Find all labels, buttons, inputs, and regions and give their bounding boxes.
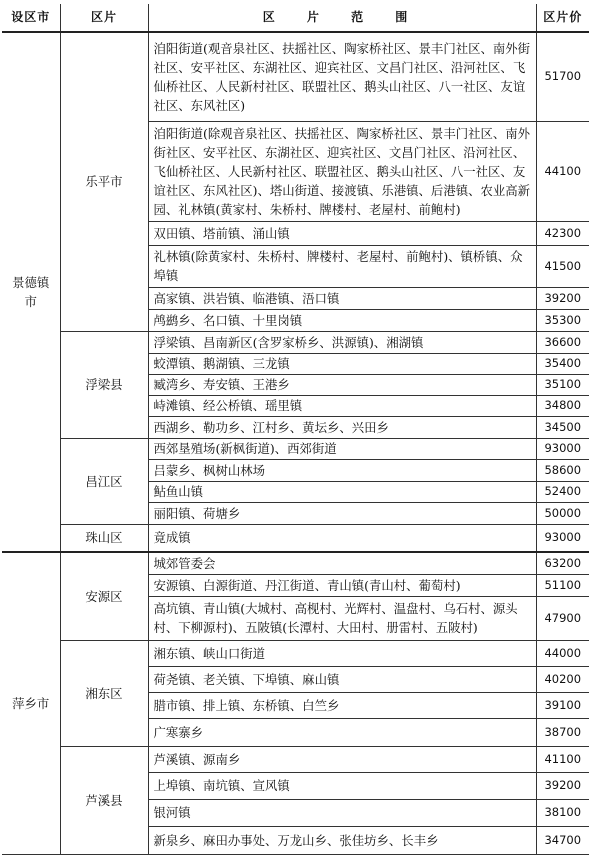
land-price-table: [2, 4, 589, 855]
price-cell: 63200: [536, 552, 589, 574]
price-cell: 51700: [536, 32, 589, 121]
scope-cell: 芦溪镇、源南乡: [148, 746, 536, 772]
scope-cell: 城郊管委会: [148, 552, 536, 574]
scope-cell: 荷尧镇、老关镇、下埠镇、麻山镇: [148, 666, 536, 692]
district-cell: 芦溪县: [60, 746, 148, 854]
header-price: 区片价: [536, 4, 589, 32]
price-cell: 34700: [536, 826, 589, 854]
district-cell: 昌江区: [60, 438, 148, 524]
price-cell: 47900: [536, 596, 589, 640]
table-row: [2, 524, 589, 552]
header-city: 设区市: [2, 4, 60, 32]
scope-cell: 湘东镇、峡山口街道: [148, 640, 536, 666]
scope-cell: 西湖乡、勒功乡、江村乡、黄坛乡、兴田乡: [148, 416, 536, 438]
header-scope: 区 片 范 围: [148, 4, 536, 32]
table-row: [2, 331, 589, 353]
price-cell: 52400: [536, 481, 589, 502]
price-cell: 44100: [536, 121, 589, 221]
price-cell: 38700: [536, 718, 589, 746]
scope-cell: 吕蒙乡、枫树山林场: [148, 459, 536, 481]
scope-cell: 高坑镇、青山镇(大城村、高枧村、光辉村、温盘村、乌石村、源头村、下柳源村)、五陂镇(长潭村、大田村、册雷村、五陂村): [148, 596, 536, 640]
scope-cell: 新泉乡、麻田办事处、万龙山乡、张佳坊乡、长丰乡: [148, 826, 536, 854]
scope-cell: 洎阳街道(除观音泉社区、扶摇社区、陶家桥社区、景丰门社区、南外街社区、安平社区、东湖社区、迎宾社区、文昌门社区、沿河社区、飞仙桥社区、人民新村社区、联盟社区、鹅头山社区、八一社区、友谊社区、东风社区)、塔山街道、接渡镇、乐港镇、后港镇、农业高新园、礼林镇(黄家村、朱桥村、牌楼村、老屋村、前鲍村): [148, 121, 536, 221]
district-cell: 湘东区: [60, 640, 148, 746]
price-cell: 35100: [536, 374, 589, 395]
scope-cell: 上埠镇、南坑镇、宣风镇: [148, 772, 536, 799]
district-cell: 乐平市: [60, 32, 148, 331]
price-cell: 50000: [536, 502, 589, 524]
price-cell: 44000: [536, 640, 589, 666]
scope-cell: 安源镇、白源街道、丹江街道、青山镇(青山村、葡萄村): [148, 574, 536, 596]
price-cell: 34800: [536, 395, 589, 416]
scope-cell: 臧湾乡、寿安镇、王港乡: [148, 374, 536, 395]
district-cell: 浮梁县: [60, 331, 148, 438]
table-row: [2, 552, 589, 574]
price-cell: 93000: [536, 438, 589, 459]
scope-cell: 腊市镇、排上镇、东桥镇、白竺乡: [148, 692, 536, 718]
table-row: [2, 438, 589, 459]
scope-cell: 鸬鹚乡、名口镇、十里岗镇: [148, 309, 536, 331]
scope-cell: 洎阳街道(观音泉社区、扶摇社区、陶家桥社区、景丰门社区、南外街社区、安平社区、东湖社区、迎宾社区、文昌门社区、沿河社区、飞仙桥社区、人民新村社区、联盟社区、鹅头山社区、八一社区、友谊社区、东风社区): [148, 32, 536, 121]
price-cell: 39200: [536, 287, 589, 309]
scope-cell: 双田镇、塔前镇、涌山镇: [148, 221, 536, 245]
price-cell: 36600: [536, 331, 589, 353]
scope-cell: 广寒寨乡: [148, 718, 536, 746]
price-cell: 35300: [536, 309, 589, 331]
scope-cell: 银河镇: [148, 799, 536, 826]
scope-cell: 礼林镇(除黄家村、朱桥村、牌楼村、老屋村、前鲍村)、镇桥镇、众埠镇: [148, 245, 536, 287]
scope-cell: 峙滩镇、经公桥镇、瑶里镇: [148, 395, 536, 416]
price-cell: 39200: [536, 772, 589, 799]
scope-cell: 西郊垦殖场(新枫街道)、西郊街道: [148, 438, 536, 459]
table-row: [2, 32, 589, 121]
price-cell: 41100: [536, 746, 589, 772]
header-district: 区片: [60, 4, 148, 32]
price-cell: 93000: [536, 524, 589, 552]
city-cell: 萍乡市: [2, 552, 60, 854]
city-cell: 景德镇市: [2, 32, 60, 552]
scope-cell: 丽阳镇、荷塘乡: [148, 502, 536, 524]
price-cell: 40200: [536, 666, 589, 692]
price-cell: 39100: [536, 692, 589, 718]
price-cell: 38100: [536, 799, 589, 826]
district-cell: 安源区: [60, 552, 148, 640]
district-cell: 珠山区: [60, 524, 148, 552]
scope-cell: 高家镇、洪岩镇、临港镇、浯口镇: [148, 287, 536, 309]
price-cell: 58600: [536, 459, 589, 481]
table-row: [2, 640, 589, 666]
scope-cell: 蛟潭镇、鹅湖镇、三龙镇: [148, 353, 536, 374]
scope-cell: 鲇鱼山镇: [148, 481, 536, 502]
table-header-row: [2, 4, 589, 32]
price-cell: 34500: [536, 416, 589, 438]
price-cell: 42300: [536, 221, 589, 245]
table-row: [2, 746, 589, 772]
scope-cell: 浮梁镇、昌南新区(含罗家桥乡、洪源镇)、湘湖镇: [148, 331, 536, 353]
price-cell: 41500: [536, 245, 589, 287]
price-cell: 51100: [536, 574, 589, 596]
price-cell: 35400: [536, 353, 589, 374]
scope-cell: 竟成镇: [148, 524, 536, 552]
